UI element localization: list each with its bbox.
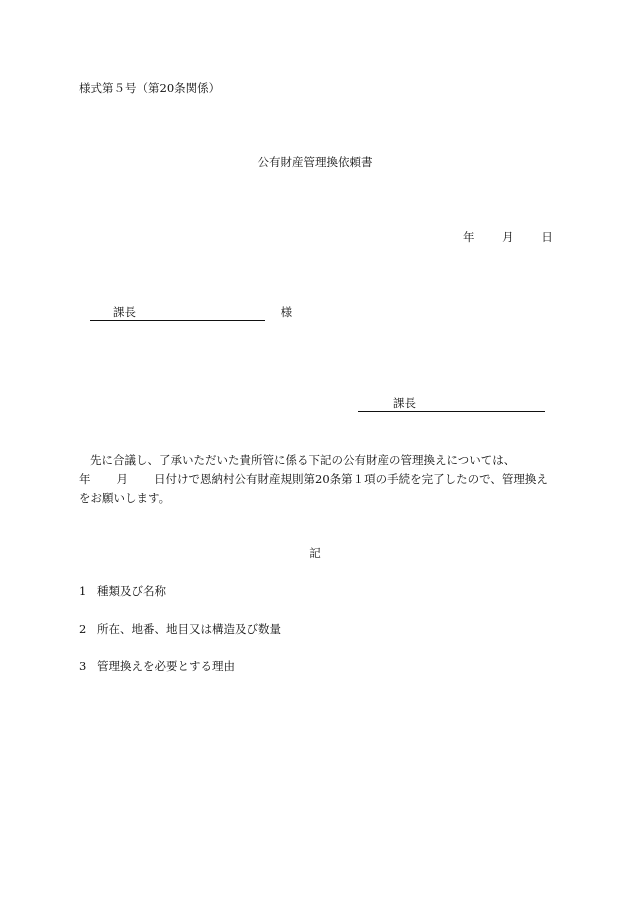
date-day-label: 日 <box>541 230 553 244</box>
sender-title: 課長 <box>358 396 545 412</box>
date-month-label: 月 <box>502 230 514 244</box>
body-line-3: をお願いします。 <box>79 491 171 505</box>
list-item <box>79 621 281 637</box>
body-paragraph <box>79 451 549 508</box>
body-month-label: 月 <box>116 472 128 486</box>
item-number: 1 <box>79 584 87 598</box>
item-label: 所在、地番、地目又は構造及び数量 <box>97 622 281 636</box>
item-number: 3 <box>79 659 87 673</box>
date-year-label: 年 <box>463 230 475 244</box>
date-line <box>463 229 553 245</box>
recipient-title: 課長 <box>90 305 265 321</box>
body-line-2 <box>79 470 549 489</box>
item-label: 管理換えを必要とする理由 <box>97 659 235 673</box>
item-label: 種類及び名称 <box>97 584 166 598</box>
recipient-line <box>90 304 292 321</box>
sender-line <box>358 396 545 412</box>
list-item <box>79 583 166 599</box>
body-year-label: 年 <box>79 472 91 486</box>
body-line-1: 先に合議し、了承いただいた貴所管に係る下記の公有財産の管理換えについては、 <box>90 453 516 467</box>
document-title: 公有財産管理換依頼書 <box>257 155 373 169</box>
recipient-honorific: 様 <box>280 305 293 319</box>
form-number: 様式第５号（第20条関係） <box>79 81 221 95</box>
list-item <box>79 658 235 674</box>
body-line-2-rest: 日付けで恩納村公有財産規則第20条第１項の手続を完了したので、管理換え <box>154 472 548 486</box>
item-number: 2 <box>79 622 87 636</box>
ki-heading: 記 <box>309 546 321 560</box>
